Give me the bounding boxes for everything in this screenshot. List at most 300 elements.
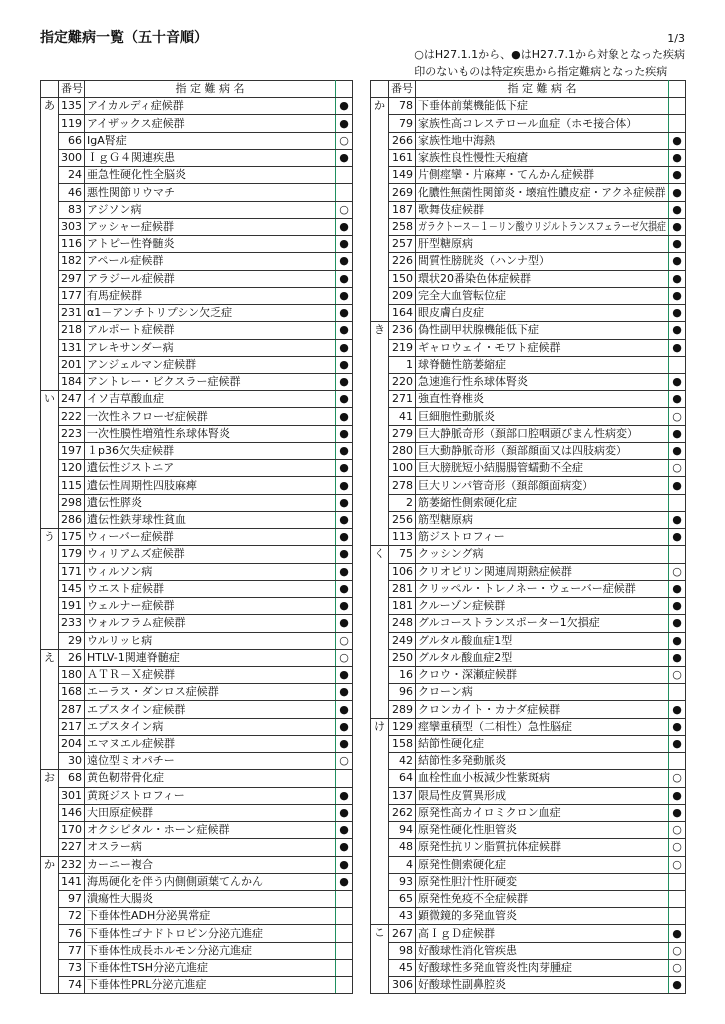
disease-name-cell bbox=[85, 666, 336, 683]
disease-name-cell bbox=[85, 546, 336, 563]
table-row bbox=[371, 770, 686, 787]
disease-name-cell bbox=[416, 718, 669, 735]
kana-group-label: か bbox=[41, 856, 59, 994]
disease-name: 痙攣重積型（二相性）急性脳症 bbox=[418, 719, 572, 733]
disease-number: 29 bbox=[59, 632, 85, 649]
disease-name-cell bbox=[416, 822, 669, 839]
coverage-mark bbox=[669, 753, 686, 770]
disease-name: 原発性硬化性胆管炎 bbox=[418, 823, 517, 837]
coverage-mark: ● bbox=[669, 322, 686, 339]
table-row bbox=[371, 270, 686, 287]
disease-number: 300 bbox=[59, 149, 85, 166]
disease-name: 強直性脊椎炎 bbox=[418, 392, 484, 406]
disease-number: 287 bbox=[59, 701, 85, 718]
disease-name: グルコーストランスポーター1欠損症 bbox=[418, 616, 600, 630]
disease-number: 4 bbox=[389, 856, 416, 873]
disease-name: ウィーバー症候群 bbox=[87, 530, 174, 544]
coverage-mark bbox=[669, 356, 686, 373]
disease-number: 94 bbox=[389, 822, 416, 839]
disease-name-cell bbox=[416, 925, 669, 942]
disease-number: 231 bbox=[59, 305, 85, 322]
coverage-mark: ● bbox=[336, 735, 353, 752]
disease-name: エプスタイン症候群 bbox=[87, 702, 186, 716]
mark-header bbox=[336, 81, 353, 98]
disease-name-cell bbox=[85, 218, 336, 235]
disease-name-cell bbox=[85, 322, 336, 339]
table-row bbox=[371, 339, 686, 356]
disease-name: 血栓性血小板減少性紫斑病 bbox=[418, 771, 550, 785]
table-row bbox=[371, 149, 686, 166]
disease-name: ＡＴＲ－Ｘ症候群 bbox=[87, 668, 175, 682]
disease-number: 219 bbox=[389, 339, 416, 356]
disease-name-cell bbox=[416, 787, 669, 804]
disease-name: ガラクトース－１－リン酸ウリジルトランスフェラーゼ欠損症 bbox=[418, 219, 666, 233]
disease-name-cell bbox=[85, 735, 336, 752]
table-row bbox=[371, 649, 686, 666]
kana-group-label: く bbox=[371, 546, 389, 718]
disease-name: 遺伝性周期性四肢麻痺 bbox=[87, 478, 197, 492]
disease-number: 181 bbox=[389, 598, 416, 615]
disease-name-cell bbox=[416, 632, 669, 649]
disease-number: 164 bbox=[389, 305, 416, 322]
table-row bbox=[371, 684, 686, 701]
coverage-mark: ● bbox=[336, 391, 353, 408]
disease-name: ウォルフラム症候群 bbox=[87, 616, 186, 630]
disease-name: エーラス・ダンロス症候群 bbox=[87, 685, 219, 699]
disease-number: 116 bbox=[59, 236, 85, 253]
disease-number: 236 bbox=[389, 322, 416, 339]
coverage-mark bbox=[336, 184, 353, 201]
coverage-mark: ● bbox=[669, 218, 686, 235]
coverage-mark: ● bbox=[336, 218, 353, 235]
disease-name-cell bbox=[85, 615, 336, 632]
disease-name-cell bbox=[85, 442, 336, 459]
disease-name: ウエスト症候群 bbox=[87, 581, 164, 595]
disease-number: 289 bbox=[389, 701, 416, 718]
disease-name: 片側痙攣・片麻痺・てんかん症候群 bbox=[418, 168, 594, 182]
disease-name: 潰瘍性大腸炎 bbox=[87, 892, 153, 906]
disease-number: 141 bbox=[59, 873, 85, 890]
disease-name-cell bbox=[416, 753, 669, 770]
coverage-mark: ● bbox=[669, 977, 686, 994]
disease-name: ウェルナー症候群 bbox=[87, 599, 175, 613]
disease-name-cell bbox=[85, 356, 336, 373]
disease-name: 黄斑ジストロフィー bbox=[87, 788, 185, 802]
disease-name: 高ＩｇＤ症候群 bbox=[418, 926, 495, 940]
coverage-mark bbox=[669, 684, 686, 701]
disease-name-cell bbox=[416, 391, 669, 408]
disease-name: グルタル酸血症1型 bbox=[418, 633, 513, 647]
disease-name: 遺伝性鉄芽球性貧血 bbox=[87, 512, 186, 526]
coverage-mark: ● bbox=[669, 580, 686, 597]
disease-name-cell bbox=[416, 839, 669, 856]
disease-name: アッシャー症候群 bbox=[87, 219, 175, 233]
table-row bbox=[41, 167, 353, 184]
table-row bbox=[41, 701, 353, 718]
table-row bbox=[41, 615, 353, 632]
disease-number: 158 bbox=[389, 735, 416, 752]
legend-note-marks: ○はH27.1.1から、●はH27.7.1から対象となった疾病 bbox=[414, 48, 685, 61]
disease-name-cell bbox=[85, 770, 336, 787]
disease-number: 48 bbox=[389, 839, 416, 856]
disease-number: 227 bbox=[59, 839, 85, 856]
disease-number: 76 bbox=[59, 925, 85, 942]
coverage-mark: ● bbox=[336, 873, 353, 890]
table-row bbox=[371, 839, 686, 856]
table-row bbox=[41, 236, 353, 253]
coverage-mark: ○ bbox=[669, 839, 686, 856]
disease-name-cell bbox=[85, 925, 336, 942]
coverage-mark: ● bbox=[336, 270, 353, 287]
table-row bbox=[41, 149, 353, 166]
table-row bbox=[371, 322, 686, 339]
disease-number: 1 bbox=[389, 356, 416, 373]
table-row bbox=[371, 373, 686, 390]
disease-name-cell bbox=[85, 753, 336, 770]
table-row bbox=[41, 356, 353, 373]
kana-group-label: う bbox=[41, 529, 59, 650]
coverage-mark: ● bbox=[336, 149, 353, 166]
disease-name: 原発性側索硬化症 bbox=[418, 857, 506, 871]
disease-name-cell bbox=[85, 373, 336, 390]
disease-name: １p36欠失症候群 bbox=[87, 444, 174, 458]
coverage-mark: ● bbox=[336, 615, 353, 632]
coverage-mark: ● bbox=[336, 563, 353, 580]
coverage-mark: ● bbox=[336, 477, 353, 494]
disease-number: 145 bbox=[59, 580, 85, 597]
disease-name: 大田原症候群 bbox=[87, 805, 153, 819]
disease-name: 歌舞伎症候群 bbox=[418, 202, 484, 216]
coverage-mark bbox=[669, 891, 686, 908]
table-row bbox=[41, 822, 353, 839]
disease-name: ウィルソン病 bbox=[87, 564, 153, 578]
disease-name-cell bbox=[416, 236, 669, 253]
coverage-mark bbox=[336, 977, 353, 994]
disease-number: 43 bbox=[389, 908, 416, 925]
table-row bbox=[371, 615, 686, 632]
table-row bbox=[371, 494, 686, 511]
disease-number: 161 bbox=[389, 149, 416, 166]
table-row bbox=[41, 666, 353, 683]
table-row bbox=[41, 925, 353, 942]
disease-number: 26 bbox=[59, 649, 85, 666]
table-row bbox=[41, 580, 353, 597]
coverage-mark: ● bbox=[336, 511, 353, 528]
disease-name-cell bbox=[85, 787, 336, 804]
mark-header bbox=[669, 81, 686, 98]
coverage-mark: ● bbox=[669, 649, 686, 666]
disease-name: 好酸球性副鼻腔炎 bbox=[418, 978, 506, 992]
disease-number: 248 bbox=[389, 615, 416, 632]
disease-number: 218 bbox=[59, 322, 85, 339]
disease-name-cell bbox=[416, 132, 669, 149]
disease-name: 偽性副甲状腺機能低下症 bbox=[418, 323, 539, 337]
disease-name: 巨大静脈奇形（頚部口腔咽頭びまん性病変） bbox=[418, 426, 638, 440]
disease-number: 120 bbox=[59, 460, 85, 477]
table-row bbox=[371, 942, 686, 959]
disease-name: 眼皮膚白皮症 bbox=[418, 306, 484, 320]
disease-name-cell bbox=[416, 511, 669, 528]
disease-name: 下垂体性ゴナドトロピン分泌亢進症 bbox=[87, 926, 263, 940]
table-row bbox=[371, 98, 686, 115]
disease-name: 巨大動静脈奇形（頚部顔面又は四肢病変） bbox=[418, 444, 627, 458]
disease-number: 168 bbox=[59, 684, 85, 701]
disease-number: 223 bbox=[59, 425, 85, 442]
disease-name: 筋萎縮性側索硬化症 bbox=[418, 495, 517, 509]
coverage-mark: ● bbox=[336, 305, 353, 322]
coverage-mark: ● bbox=[336, 718, 353, 735]
table-row bbox=[371, 408, 686, 425]
disease-name: HTLV-1関連脊髄症 bbox=[87, 650, 180, 664]
disease-name-cell bbox=[416, 184, 669, 201]
table-row bbox=[41, 98, 353, 115]
disease-name-cell bbox=[85, 184, 336, 201]
table-row bbox=[41, 718, 353, 735]
table-row bbox=[371, 598, 686, 615]
table-row bbox=[41, 891, 353, 908]
coverage-mark bbox=[336, 908, 353, 925]
disease-number: 96 bbox=[389, 684, 416, 701]
disease-name-cell bbox=[416, 115, 669, 132]
disease-table-right bbox=[370, 80, 686, 994]
table-row bbox=[41, 287, 353, 304]
disease-name: クリッペル・トレノネー・ウェーバー症候群 bbox=[418, 581, 636, 595]
kana-header bbox=[371, 81, 389, 98]
coverage-mark bbox=[669, 98, 686, 115]
coverage-mark bbox=[669, 494, 686, 511]
coverage-mark: ● bbox=[336, 598, 353, 615]
disease-name-cell bbox=[416, 322, 669, 339]
disease-number: 79 bbox=[389, 115, 416, 132]
disease-name: アルポート症候群 bbox=[87, 323, 175, 337]
disease-name-cell bbox=[85, 942, 336, 959]
coverage-mark: ○ bbox=[669, 666, 686, 683]
table-row bbox=[41, 804, 353, 821]
disease-name-cell bbox=[416, 942, 669, 959]
disease-name-cell bbox=[416, 977, 669, 994]
coverage-mark: ● bbox=[669, 236, 686, 253]
disease-number: 269 bbox=[389, 184, 416, 201]
disease-name-cell bbox=[85, 511, 336, 528]
disease-number: 220 bbox=[389, 373, 416, 390]
disease-name: アイザックス症候群 bbox=[87, 116, 185, 130]
name-header: 指 定 難 病 名 bbox=[85, 81, 336, 98]
kana-group-label: こ bbox=[371, 925, 389, 994]
coverage-mark: ● bbox=[669, 442, 686, 459]
disease-number: 131 bbox=[59, 339, 85, 356]
name-header: 指 定 難 病 名 bbox=[416, 81, 669, 98]
coverage-mark: ○ bbox=[336, 632, 353, 649]
legend-notes bbox=[414, 46, 685, 80]
disease-name: クロンカイト・カナダ症候群 bbox=[418, 702, 561, 716]
disease-number: 16 bbox=[389, 666, 416, 683]
coverage-mark: ● bbox=[669, 305, 686, 322]
disease-number: 149 bbox=[389, 167, 416, 184]
coverage-mark: ● bbox=[669, 718, 686, 735]
disease-name-cell bbox=[416, 546, 669, 563]
table-row bbox=[371, 201, 686, 218]
coverage-mark: ● bbox=[336, 822, 353, 839]
disease-name-cell bbox=[416, 270, 669, 287]
disease-number: 170 bbox=[59, 822, 85, 839]
disease-name-cell bbox=[416, 959, 669, 976]
table-row bbox=[371, 735, 686, 752]
disease-number: 45 bbox=[389, 959, 416, 976]
disease-number: 301 bbox=[59, 787, 85, 804]
disease-number: 232 bbox=[59, 856, 85, 873]
table-row bbox=[371, 563, 686, 580]
disease-name-cell bbox=[85, 236, 336, 253]
disease-name: 下垂体性PRL分泌亢進症 bbox=[87, 978, 207, 992]
coverage-mark: ● bbox=[336, 442, 353, 459]
disease-name: 筋ジストロフィー bbox=[418, 530, 505, 544]
table-row bbox=[41, 873, 353, 890]
table-row bbox=[371, 218, 686, 235]
table-row bbox=[371, 442, 686, 459]
disease-number: 249 bbox=[389, 632, 416, 649]
coverage-mark: ○ bbox=[669, 822, 686, 839]
table-row bbox=[371, 167, 686, 184]
disease-name: ギャロウェイ・モワト症候群 bbox=[418, 340, 561, 354]
disease-number: 175 bbox=[59, 529, 85, 546]
table-row bbox=[371, 718, 686, 735]
coverage-mark: ● bbox=[669, 253, 686, 270]
disease-name-cell bbox=[416, 425, 669, 442]
disease-name-cell bbox=[416, 494, 669, 511]
coverage-mark: ● bbox=[669, 339, 686, 356]
disease-name: 遺伝性ジストニア bbox=[87, 461, 175, 475]
table-row bbox=[41, 425, 353, 442]
disease-number: 280 bbox=[389, 442, 416, 459]
table-row bbox=[371, 753, 686, 770]
disease-name: 結節性多発動脈炎 bbox=[418, 754, 506, 768]
disease-name: 肝型糖原病 bbox=[418, 237, 473, 251]
coverage-mark: ● bbox=[336, 787, 353, 804]
coverage-mark: ● bbox=[336, 287, 353, 304]
disease-name-cell bbox=[416, 770, 669, 787]
disease-name: 遠位型ミオパチー bbox=[87, 754, 175, 768]
table-row bbox=[371, 908, 686, 925]
disease-name: α1－アンチトリプシン欠乏症 bbox=[87, 306, 233, 320]
coverage-mark: ● bbox=[669, 270, 686, 287]
table-row bbox=[371, 925, 686, 942]
disease-number: 250 bbox=[389, 649, 416, 666]
number-header: 番号 bbox=[389, 81, 416, 98]
disease-number: 286 bbox=[59, 511, 85, 528]
disease-number: 72 bbox=[59, 908, 85, 925]
disease-name-cell bbox=[416, 477, 669, 494]
table-row bbox=[41, 442, 353, 459]
disease-name: ウルリッヒ病 bbox=[87, 633, 153, 647]
disease-name: カーニー複合 bbox=[87, 857, 153, 871]
disease-name: クローン病 bbox=[418, 685, 473, 699]
coverage-mark: ● bbox=[669, 925, 686, 942]
coverage-mark: ● bbox=[336, 529, 353, 546]
disease-name: イソ吉草酸血症 bbox=[87, 392, 164, 406]
disease-number: 180 bbox=[59, 666, 85, 683]
disease-name-cell bbox=[85, 477, 336, 494]
coverage-mark: ○ bbox=[336, 201, 353, 218]
disease-number: 64 bbox=[389, 770, 416, 787]
disease-name-cell bbox=[85, 580, 336, 597]
coverage-mark: ● bbox=[669, 425, 686, 442]
disease-name-cell bbox=[416, 339, 669, 356]
disease-number: 68 bbox=[59, 770, 85, 787]
disease-name: 家族性高コレステロール血症（ホモ接合体） bbox=[418, 116, 638, 130]
disease-name: 下垂体前葉機能低下症 bbox=[418, 99, 528, 113]
disease-number: 41 bbox=[389, 408, 416, 425]
disease-name-cell bbox=[416, 356, 669, 373]
table-row bbox=[41, 787, 353, 804]
table-row bbox=[41, 373, 353, 390]
disease-name-cell bbox=[416, 460, 669, 477]
disease-name-cell bbox=[85, 149, 336, 166]
disease-name: クリオピリン関連周期熱症候群 bbox=[418, 564, 572, 578]
table-row bbox=[371, 425, 686, 442]
coverage-mark bbox=[336, 942, 353, 959]
coverage-mark: ● bbox=[669, 615, 686, 632]
disease-name: オスラー病 bbox=[87, 840, 142, 854]
table-row bbox=[371, 356, 686, 373]
table-row bbox=[371, 787, 686, 804]
disease-name-cell bbox=[85, 684, 336, 701]
disease-number: 258 bbox=[389, 218, 416, 235]
disease-name-cell bbox=[416, 149, 669, 166]
coverage-mark: ● bbox=[669, 391, 686, 408]
disease-name-cell bbox=[85, 977, 336, 994]
disease-name-cell bbox=[85, 649, 336, 666]
disease-name-cell bbox=[416, 891, 669, 908]
disease-name-cell bbox=[85, 856, 336, 873]
table-row bbox=[371, 873, 686, 890]
disease-name: 巨細胞性動脈炎 bbox=[418, 409, 495, 423]
table-row bbox=[371, 891, 686, 908]
disease-name: 原発性胆汁性肝硬変 bbox=[418, 874, 517, 888]
coverage-mark: ● bbox=[669, 787, 686, 804]
disease-number: 78 bbox=[389, 98, 416, 115]
table-row bbox=[41, 253, 353, 270]
coverage-mark: ● bbox=[669, 149, 686, 166]
disease-name-cell bbox=[85, 305, 336, 322]
table-row bbox=[41, 598, 353, 615]
disease-number: 98 bbox=[389, 942, 416, 959]
coverage-mark: ● bbox=[336, 98, 353, 115]
coverage-mark: ● bbox=[336, 666, 353, 683]
disease-name: 有馬症候群 bbox=[87, 288, 142, 302]
disease-number: 177 bbox=[59, 287, 85, 304]
disease-number: 46 bbox=[59, 184, 85, 201]
page-title: 指定難病一覧（五十音順） bbox=[40, 30, 208, 46]
disease-name-cell bbox=[85, 270, 336, 287]
disease-name-cell bbox=[416, 615, 669, 632]
disease-name: 巨大膀胱短小結腸腸管蠕動不全症 bbox=[418, 461, 583, 475]
disease-number: 65 bbox=[389, 891, 416, 908]
disease-name-cell bbox=[416, 442, 669, 459]
disease-number: 279 bbox=[389, 425, 416, 442]
disease-number: 135 bbox=[59, 98, 85, 115]
disease-number: 226 bbox=[389, 253, 416, 270]
disease-name-cell bbox=[416, 666, 669, 683]
disease-name: エマヌエル症候群 bbox=[87, 737, 175, 751]
disease-number: 119 bbox=[59, 115, 85, 132]
coverage-mark: ● bbox=[669, 201, 686, 218]
disease-name-cell bbox=[416, 98, 669, 115]
disease-name-cell bbox=[416, 580, 669, 597]
table-row bbox=[41, 546, 353, 563]
disease-name: 下垂体性ADH分泌異常症 bbox=[87, 909, 211, 923]
table-row bbox=[41, 753, 353, 770]
disease-number: 233 bbox=[59, 615, 85, 632]
